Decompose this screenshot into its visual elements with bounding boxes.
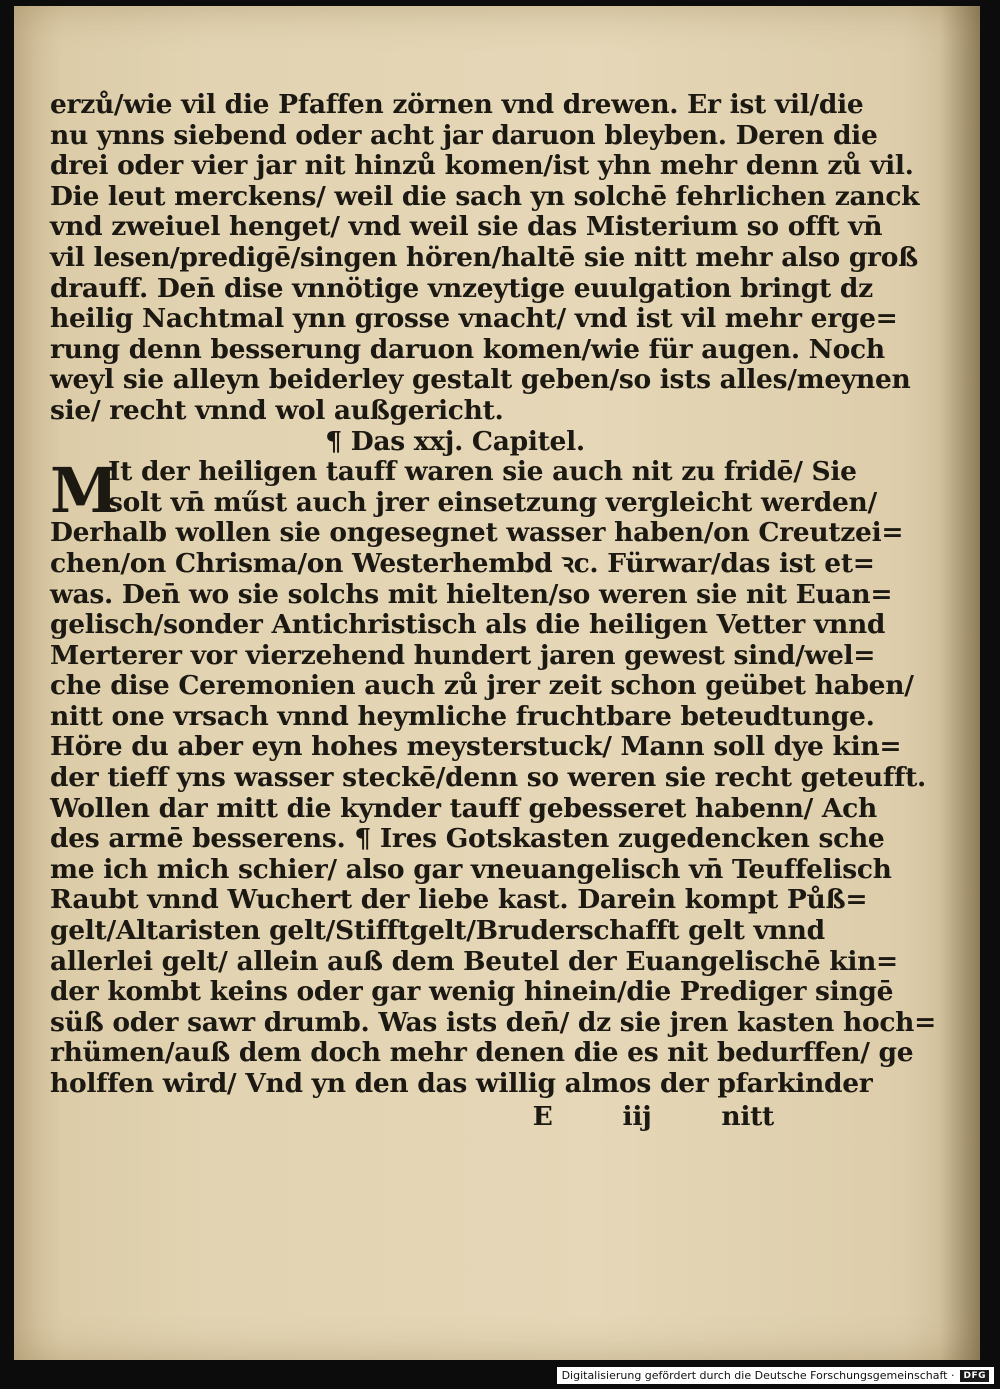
text-line: nu ynns siebend oder acht jar daruon bleyben. Deren die xyxy=(50,119,878,151)
text-line: heilig Nachtmal ynn grosse vnacht/ vnd ist vil mehr erge= xyxy=(50,303,898,335)
text-line: allerlei gelt/ allein auß dem Beutel der Euangelischē kin= xyxy=(50,945,898,977)
text-line: Wollen dar mitt die kynder tauff gebesseret habenn/ Ach xyxy=(50,792,877,824)
text-line: che dise Ceremonien auch zů jrer zeit schon geübet haben/ xyxy=(50,670,914,702)
text-line: me ich mich schier/ also gar vneuangelisch vn̄ Teuffelisch xyxy=(50,853,892,885)
text-line: gelisch/sonder Antichristisch als die heiligen Vetter vnnd xyxy=(50,609,886,641)
text-line: drauff. Den̄ dise vnnötige vnzeytige euulgation bringt dz xyxy=(50,272,873,304)
text-line: It der heiligen tauff waren sie auch nit zu fridē/ Sie xyxy=(108,456,857,488)
text-line: chen/on Chrisma/on Westerhembd ꝛc. Fürwar/das ist et= xyxy=(50,547,875,579)
text-line: gelt/Altaristen gelt/Stifftgelt/Bruderschafft gelt vnnd xyxy=(50,915,825,947)
text-line: vil lesen/predigē/singen hören/haltē sie nitt mehr also groß xyxy=(50,241,918,273)
dfg-logo: DFG xyxy=(960,1370,989,1382)
text-line: der tieff yns wasser steckē/denn so weren sie recht geteufft. xyxy=(50,762,926,794)
funding-text: Digitalisierung gefördert durch die Deutsche Forschungsgemeinschaft · xyxy=(561,1369,955,1382)
funding-footer xyxy=(557,1367,994,1384)
text-line: rung denn besserung daruon komen/wie für augen. Noch xyxy=(50,333,885,365)
signature-line xyxy=(50,1102,780,1136)
page-text-block xyxy=(50,89,937,1136)
text-line: Die leut merckens/ weil die sach yn solchē fehrlichen zanck xyxy=(50,180,920,212)
text-line: sie/ recht vnnd wol außgericht. xyxy=(50,394,504,426)
text-line: süß oder sawr drumb. Was ists den̄/ dz sie jren kasten hoch= xyxy=(50,1006,937,1038)
text-line: Merterer vor vierzehend hundert jaren gewest sind/wel= xyxy=(50,639,876,671)
signature-number: iij xyxy=(622,1100,652,1132)
text-line: erzů/wie vil die Pfaffen zörnen vnd drewen. Er ist vil/die xyxy=(50,89,864,120)
catchword: nitt xyxy=(721,1100,774,1132)
text-line: Raubt vnnd Wuchert der liebe kast. Darein kompt Půß= xyxy=(50,884,868,916)
text-line: weyl sie alleyn beiderley gestalt geben/so ists alles/meynen xyxy=(50,364,911,396)
drop-initial: M xyxy=(50,454,119,528)
text-line: holffen wird/ Vnd yn den das willig almos der pfarkinder xyxy=(50,1068,873,1099)
scanned-page xyxy=(14,6,980,1360)
text-line: Derhalb wollen sie ongesegnet wasser haben/on Creutzei= xyxy=(50,517,904,549)
text-line: vnd zweiuel henget/ vnd weil sie das Misterium so offt vn̄ xyxy=(50,211,883,243)
text-line: der kombt keins oder gar wenig hinein/die Prediger singē xyxy=(50,976,894,1008)
chapter-heading: ¶ Das xxj. Capitel. xyxy=(325,425,585,457)
page-edge-shadow xyxy=(940,6,980,1360)
text-line: des armē besserens. ¶ Ires Gotskasten zugedencken sche xyxy=(50,823,885,855)
text-line: solt vn̄ műst auch jrer einsetzung vergleicht werden/ xyxy=(108,486,877,518)
text-line: drei oder vier jar nit hinzů komen/ist yhn mehr denn zů vil. xyxy=(50,150,914,182)
chapter-opening xyxy=(50,454,877,528)
text-line: nitt one vrsach vnnd heymliche fruchtbare beteudtunge. xyxy=(50,700,875,732)
text-line: rhümen/auß dem doch mehr denen die es nit bedurffen/ ge xyxy=(50,1037,914,1069)
text-line: Höre du aber eyn hohes meysterstuck/ Mann soll dye kin= xyxy=(50,731,902,763)
signature-mark: E xyxy=(532,1100,553,1132)
text-line: was. Den̄ wo sie solchs mit hielten/so weren sie nit Euan= xyxy=(50,578,893,610)
